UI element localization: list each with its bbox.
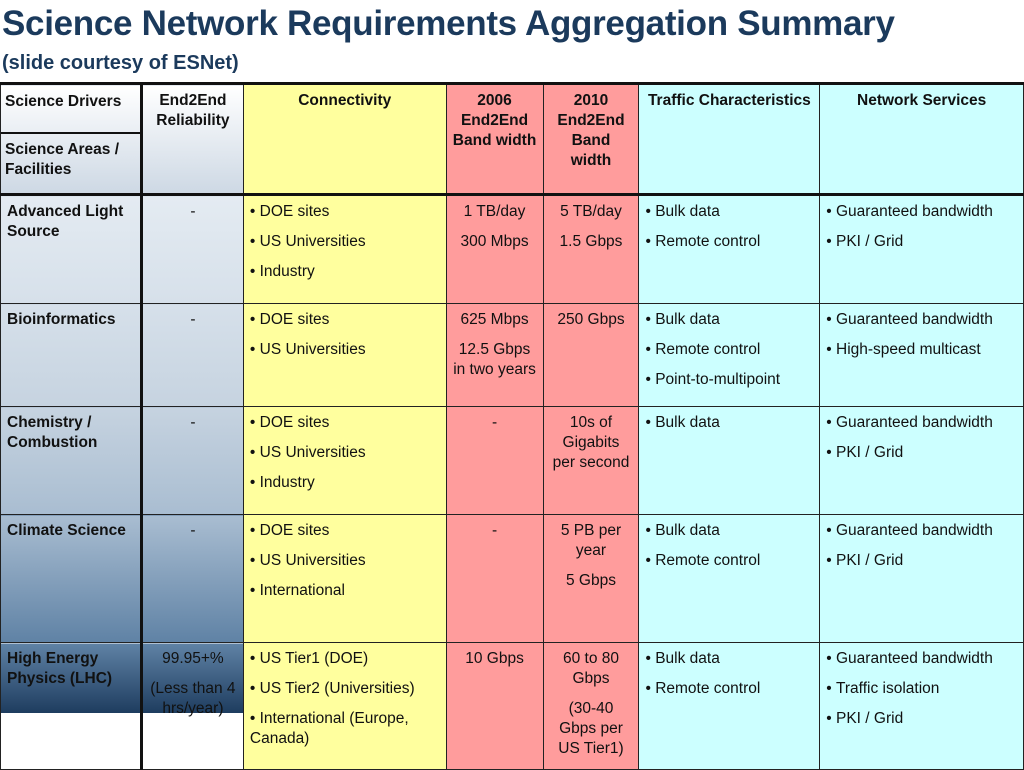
bandwidth-2006-value: 12.5 Gbps in two years [453, 341, 536, 378]
slide-title: Science Network Requirements Aggregation Summary [2, 4, 895, 43]
bandwidth-2010-cell [543, 407, 639, 515]
reliability-cell [141, 195, 243, 304]
bandwidth-2006-cell [446, 643, 543, 770]
reliability-value: - [190, 414, 196, 431]
services-bullet-item: • PKI / Grid [826, 551, 1017, 571]
bandwidth-2010-cell [543, 515, 639, 643]
bandwidth-2010-value: 5 PB per year [560, 522, 622, 559]
bandwidth-2010-value: (30-40 Gbps per US Tier1) [558, 700, 624, 757]
connectivity-bullet-item: • US Universities [250, 232, 440, 252]
bandwidth-2006-cell [446, 515, 543, 643]
bandwidth-2006-value: 1 TB/day [463, 203, 526, 220]
traffic-bullet-item: • Remote control [645, 551, 813, 571]
traffic-cell [639, 407, 820, 515]
connectivity-bullet-item: • DOE sites [250, 202, 440, 222]
reliability-cell [141, 643, 243, 770]
traffic-cell [639, 195, 820, 304]
connectivity-bullet-item: • Industry [250, 262, 440, 282]
header-reliability: End2End Reliability [141, 84, 243, 195]
traffic-bullet-item: • Bulk data [645, 521, 813, 541]
header-drivers-cell [1, 84, 142, 195]
services-bullet-item: • Guaranteed bandwidth [826, 413, 1017, 433]
bandwidth-2010-value: 1.5 Gbps [559, 233, 623, 250]
services-bullet-item: • PKI / Grid [826, 443, 1017, 463]
services-bullet-item: • High-speed multicast [826, 340, 1017, 360]
bandwidth-2006-value: 10 Gbps [465, 650, 524, 667]
connectivity-bullet-item: • DOE sites [250, 310, 440, 330]
science-area-label: Chemistry / Combustion [7, 414, 98, 451]
connectivity-cell [243, 195, 446, 304]
table-row [1, 407, 1024, 515]
services-bullet-item: • Guaranteed bandwidth [826, 521, 1017, 541]
header-network-services: Network Services [820, 84, 1024, 195]
header-science-areas: Science Areas / Facilities [5, 141, 120, 178]
science-area-cell [1, 195, 142, 304]
traffic-bullet-item: • Bulk data [645, 310, 813, 330]
connectivity-cell [243, 407, 446, 515]
table-row [1, 643, 1024, 770]
bandwidth-2006-cell [446, 407, 543, 515]
bandwidth-2006-value: 625 Mbps [460, 311, 529, 328]
traffic-cell [639, 643, 820, 770]
science-area-label: Advanced Light Source [7, 203, 124, 240]
connectivity-bullet-item: • US Universities [250, 340, 440, 360]
services-bullet-item: • PKI / Grid [826, 232, 1017, 252]
science-area-cell [1, 643, 142, 770]
table-row [1, 515, 1024, 643]
bandwidth-2006-value: - [491, 522, 498, 539]
services-cell [820, 304, 1024, 407]
bandwidth-2010-value: 5 TB/day [560, 203, 622, 220]
requirements-table [0, 82, 1024, 770]
reliability-value: - [190, 311, 196, 328]
header-bandwidth-2010: 2010 End2End Band width [543, 84, 639, 195]
connectivity-bullet-item: • US Tier2 (Universities) [250, 679, 440, 699]
traffic-cell [639, 304, 820, 407]
bandwidth-2010-cell [543, 304, 639, 407]
bandwidth-2006-cell [446, 304, 543, 407]
connectivity-cell [243, 515, 446, 643]
slide-subtitle: (slide courtesy of ESNet) [2, 52, 239, 74]
traffic-bullet-item: • Bulk data [645, 649, 813, 669]
bandwidth-2006-cell [446, 195, 543, 304]
services-bullet-item: • Guaranteed bandwidth [826, 310, 1017, 330]
table-row [1, 304, 1024, 407]
services-bullet-item: • Guaranteed bandwidth [826, 649, 1017, 669]
reliability-cell [141, 304, 243, 407]
traffic-bullet-item: • Remote control [645, 340, 813, 360]
traffic-bullet-item: • Remote control [645, 232, 813, 252]
reliability-value: - [190, 203, 196, 220]
services-cell [820, 195, 1024, 304]
traffic-bullet-item: • Remote control [645, 679, 813, 699]
bandwidth-2010-cell [543, 195, 639, 304]
traffic-cell [639, 515, 820, 643]
connectivity-cell [243, 304, 446, 407]
bandwidth-2010-value: 5 Gbps [565, 572, 616, 589]
science-area-label: Bioinformatics [7, 311, 116, 328]
science-area-label: High Energy Physics (LHC) [7, 650, 113, 687]
services-cell [820, 407, 1024, 515]
connectivity-bullet-item: • International [250, 581, 440, 601]
science-area-cell [1, 407, 142, 515]
connectivity-bullet-item: • US Universities [250, 443, 440, 463]
science-area-label: Climate Science [7, 522, 126, 539]
services-cell [820, 515, 1024, 643]
services-bullet-item: • PKI / Grid [826, 709, 1017, 729]
reliability-cell [141, 515, 243, 643]
connectivity-cell [243, 643, 446, 770]
reliability-value: 99.95+% [162, 650, 224, 667]
services-bullet-item: • Guaranteed bandwidth [826, 202, 1017, 222]
traffic-bullet-item: • Bulk data [645, 202, 813, 222]
science-area-cell [1, 515, 142, 643]
bandwidth-2010-value: 10s of Gigabits per second [552, 414, 630, 471]
bandwidth-2006-value: - [491, 414, 498, 431]
reliability-value: (Less than 4 hrs/year) [150, 680, 236, 717]
header-connectivity: Connectivity [243, 84, 446, 195]
table-header-row [1, 84, 1024, 195]
science-area-cell [1, 304, 142, 407]
reliability-value: - [190, 522, 196, 539]
bandwidth-2010-value: 60 to 80 Gbps [562, 650, 619, 687]
connectivity-bullet-item: • US Tier1 (DOE) [250, 649, 440, 669]
table-row [1, 195, 1024, 304]
traffic-bullet-item: • Point-to-multipoint [645, 370, 813, 390]
connectivity-bullet-item: • International (Europe, Canada) [250, 709, 440, 749]
bandwidth-2006-value: 300 Mbps [460, 233, 529, 250]
bandwidth-2010-value: 250 Gbps [557, 311, 625, 328]
connectivity-bullet-item: • US Universities [250, 551, 440, 571]
header-bandwidth-2006: 2006 End2End Band width [446, 84, 543, 195]
bandwidth-2010-cell [543, 643, 639, 770]
header-traffic-characteristics: Traffic Characteristics [639, 84, 820, 195]
connectivity-bullet-item: • DOE sites [250, 413, 440, 433]
services-bullet-item: • Traffic isolation [826, 679, 1017, 699]
connectivity-bullet-item: • DOE sites [250, 521, 440, 541]
connectivity-bullet-item: • Industry [250, 473, 440, 493]
header-science-drivers: Science Drivers [1, 85, 140, 134]
services-cell [820, 643, 1024, 770]
traffic-bullet-item: • Bulk data [645, 413, 813, 433]
reliability-cell [141, 407, 243, 515]
